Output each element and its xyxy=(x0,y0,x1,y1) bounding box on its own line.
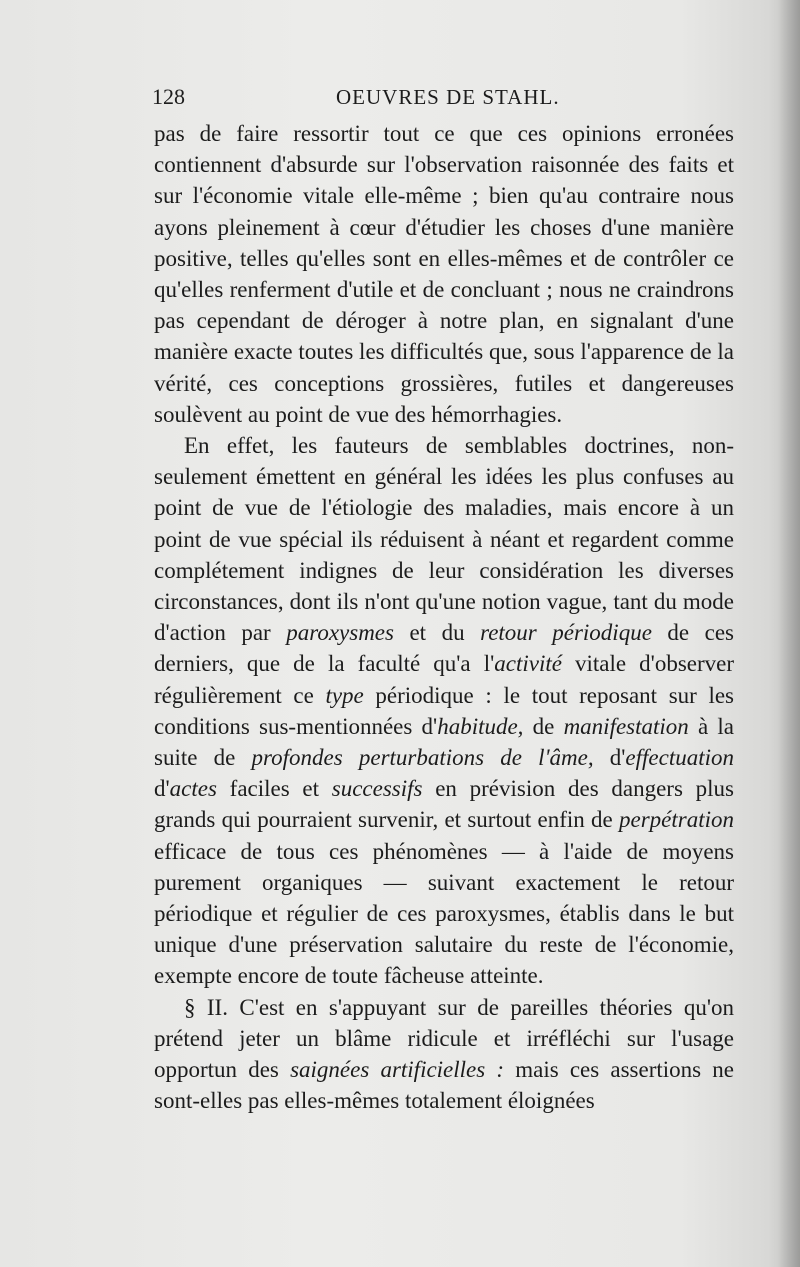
running-title: OEUVRES DE STAHL. xyxy=(336,85,560,109)
text-run: faciles et xyxy=(216,776,332,802)
italic-text-run: successifs xyxy=(331,776,423,802)
text-run: en prévision des dangers plus grands qui pourraient survenir, et surtout enfin de xyxy=(154,776,734,833)
text-run: § II. C'est en s'appuyant sur de pareilles théories qu'on prétend jeter un blâme ridicule et irréfléchi sur l'usage opportun des xyxy=(154,994,734,1083)
text-run: En effet, les fauteurs de semblables doctrines, nonseulement émettent en général les idées les plus confuses au point de vue de l'étiologie des maladies, mais encore à un point de vue spécial ils réduisent à néant et regardent comme complétement indignes de leur considération les diverses circonstances, dont ils n'ont qu'une notion vague, tant du mode d'action par xyxy=(154,433,734,646)
text-run: de ces derniers, que de la faculté qu'a l' xyxy=(154,620,734,677)
body-text xyxy=(154,118,734,1117)
italic-text-run: habitude, xyxy=(437,713,524,739)
paragraph-3 xyxy=(154,992,734,1117)
italic-text-run: profondes perturbations de l'âme, xyxy=(251,745,594,771)
text-run: efficace de tous ces phénomènes — à l'aide de moyens purement organiques — suivant exactement le retour périodique et régulier de ces paroxysmes, établis dans le but unique d'une préservation salutaire du reste de l'économie, exempte encore de toute fâcheuse atteinte. xyxy=(154,838,734,989)
italic-text-run: paroxysmes xyxy=(286,620,394,646)
italic-text-run: activité xyxy=(494,651,562,677)
text-run: de xyxy=(523,713,564,739)
text-run: pas de faire ressortir tout ce que ces opinions erronées contiennent d'absurde sur l'observation raisonnée des faits et sur l'économie vitale elle-même ; bien qu'au contraire nous ayons pleinement à cœur d'étudier les choses d'une manière positive, telles qu'elles sont en elles-mêmes et de contrôler ce qu'elles renferment d'utile et de concluant ; nous ne craindrons pas cependant de déroger à notre plan, en signalant d'une manière exacte toutes les difficultés que, sous l'apparence de la vérité, ces conceptions grossières, futiles et dangereuses soulèvent au point de vue des hémorrhagies. xyxy=(154,121,734,427)
text-run: mais ces assertions ne sont-elles pas elles-mêmes totalement éloignées xyxy=(154,1057,734,1114)
italic-text-run: perpétration xyxy=(619,807,734,833)
page-number: 128 xyxy=(152,84,185,109)
italic-text-run: saignées artificielles : xyxy=(290,1057,505,1083)
italic-text-run: type xyxy=(325,682,364,708)
page-header xyxy=(152,80,742,114)
paragraph-2 xyxy=(154,430,734,992)
italic-text-run: retour périodique xyxy=(480,620,652,646)
text-run: à la suite de xyxy=(154,713,735,771)
text-run: vitale d'observer régulièrement ce xyxy=(154,651,735,708)
page-edge-shadow xyxy=(778,0,800,1267)
text-run: d' xyxy=(593,745,626,771)
text-run: et du xyxy=(393,620,481,646)
paragraph-1 xyxy=(154,118,734,430)
text-run: d' xyxy=(154,776,170,802)
italic-text-run: actes xyxy=(169,776,217,802)
italic-text-run: manifestation xyxy=(563,713,689,739)
text-run: périodique : le tout reposant sur les conditions sus-mentionnées d' xyxy=(154,682,734,739)
italic-text-run: effectuation xyxy=(625,745,734,771)
